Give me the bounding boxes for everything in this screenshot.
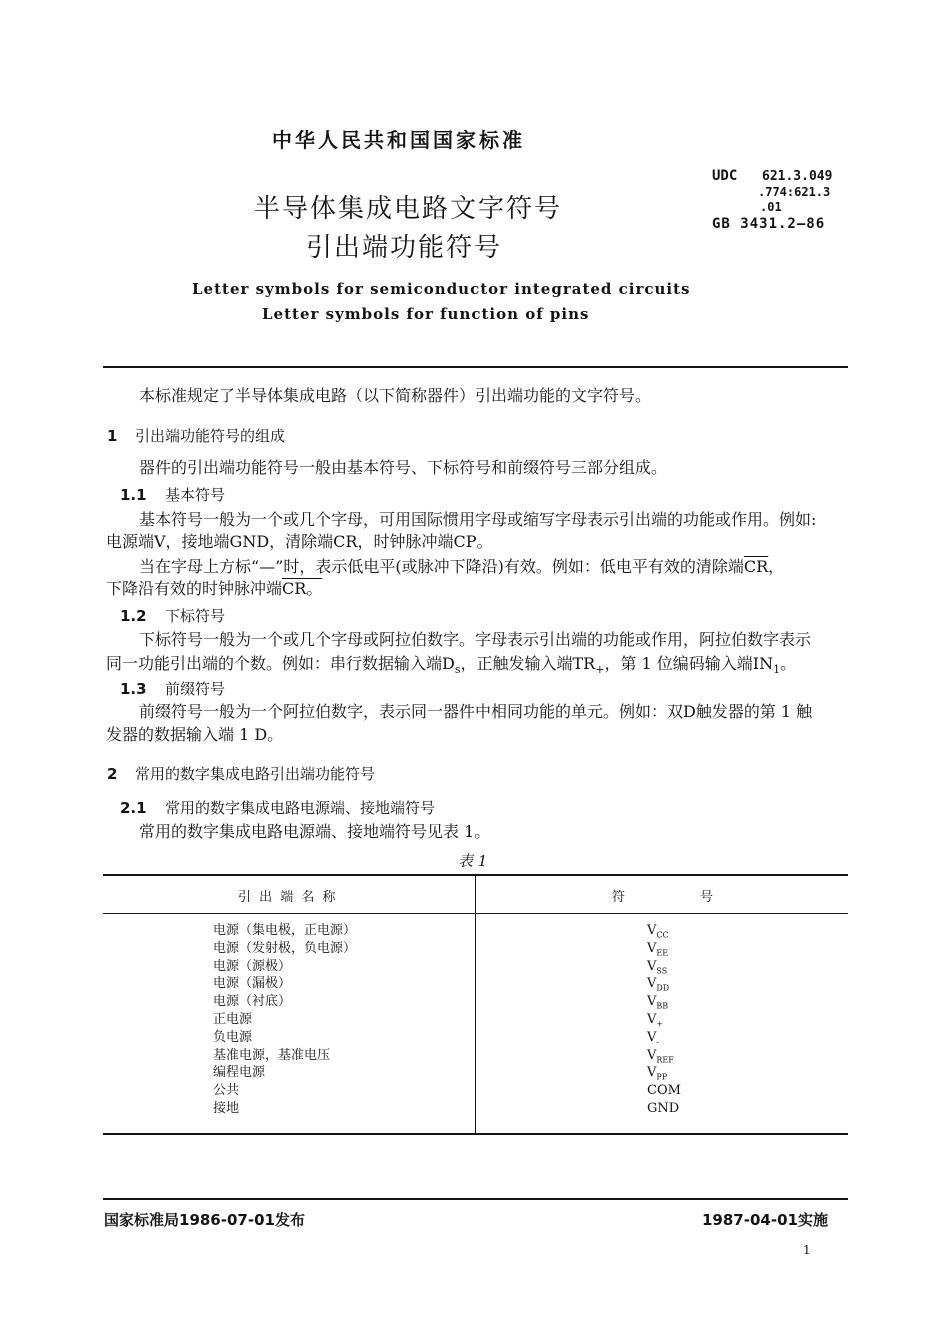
table-row-symbol [647, 941, 668, 958]
text-run: 。 [780, 654, 797, 673]
table-header-symbol-b: 号 [700, 890, 714, 905]
section-title: 常用的数字集成电路电源端、接地端符号 [165, 799, 436, 817]
gb-code: GB 3431.2—86 [712, 216, 826, 232]
issue-date: 国家标准局1986-07-01发布 [104, 1211, 305, 1229]
symbol-base: V [647, 923, 657, 938]
symbol-base: V [647, 1047, 657, 1063]
subscript: s [454, 663, 461, 677]
subscript: 1 [773, 663, 781, 677]
table-row-name: 基准电源，基准电压 [213, 1047, 331, 1063]
table-column-divider [475, 874, 476, 1134]
text-run: 下降沿有效的时钟脉冲端 [106, 579, 283, 598]
table-row-name: 负电源 [213, 1029, 253, 1045]
section-1-1-line3 [139, 556, 784, 578]
section-title: 常用的数字集成电路引出端功能符号 [135, 765, 376, 783]
section-title: 下标符号 [165, 607, 226, 625]
table-row-symbol [647, 994, 668, 1011]
section-title: 引出端功能符号的组成 [135, 427, 286, 445]
table-row-symbol [647, 1030, 659, 1047]
symbol-subscript: DD [656, 983, 670, 993]
section-2-1-heading [120, 797, 435, 818]
table-row-symbol [647, 976, 669, 993]
section-2-1-text: 常用的数字集成电路电源端、接地端符号见表 1。 [139, 822, 491, 841]
symbol-subscript: REF [656, 1055, 674, 1065]
section-1-text: 器件的引出端功能符号一般由基本符号、下标符号和前缀符号三部分组成。 [139, 458, 668, 477]
section-1-heading [107, 425, 285, 446]
symbol-subscript: PP [656, 1072, 668, 1082]
symbol-base: COM [647, 1083, 681, 1099]
table-row-symbol [647, 1101, 679, 1116]
symbol-subscript: EE [656, 948, 669, 958]
symbol-base: V [647, 940, 657, 956]
section-title: 基本符号 [165, 486, 226, 504]
table-row-name: 电源（漏极） [213, 976, 292, 992]
table-row-symbol [647, 959, 667, 976]
symbol-subscript: + [656, 1019, 664, 1029]
symbol-subscript: CC [656, 930, 669, 940]
symbol-base: V [647, 958, 657, 974]
table-caption: 表 1 [458, 852, 488, 870]
table-row-name: 正电源 [213, 1012, 253, 1027]
symbol-base: GND [647, 1101, 680, 1116]
title-english-line1: Letter symbols for semiconductor integrated circuits [192, 280, 691, 298]
section-1-3-line1: 前缀符号一般为一个阿拉伯数字，表示同一器件中相同功能的单元。例如：双D触发器的第 1 触 [139, 702, 813, 721]
intro-paragraph: 本标准规定了半导体集成电路（以下简称器件）引出端功能的文字符号。 [139, 386, 652, 405]
symbol-subscript: BB [656, 1001, 669, 1011]
section-number: 2.1 [120, 799, 147, 817]
symbol-base: V [647, 1065, 657, 1081]
section-1-2-line2 [106, 653, 796, 681]
section-1-3-heading [120, 678, 225, 699]
page-number: 1 [803, 1243, 811, 1257]
symbol-base: V [647, 1029, 657, 1045]
section-number: 1.3 [120, 680, 147, 698]
title-chinese-line2: 引出端功能符号 [306, 233, 503, 263]
symbol-letter: C [282, 579, 295, 598]
udc-code-line3: .01 [760, 200, 782, 214]
section-1-1-heading [120, 484, 225, 505]
udc-label: UDC [712, 168, 738, 184]
symbol-base: V [647, 976, 657, 992]
udc-code-line2: .774:621.3 [758, 185, 831, 199]
text-run: 同一功能引出端的个数。例如：串行数据输入端D [106, 654, 455, 673]
udc-code-line1: 621.3.049 [762, 169, 833, 184]
section-number: 1 [107, 427, 118, 445]
table-row-name: 接地 [213, 1101, 240, 1116]
section-1-1-line2: 电源端V，接地端GND，清除端CR，时钟脉冲端CP。 [106, 532, 493, 551]
subscript: + [595, 663, 605, 677]
table-row-name: 电源（源极） [213, 958, 292, 974]
text-run: 当在字母上方标“—”时，表示低电平(或脉冲下降沿)有效。例如：低电平有效的清除端 [139, 557, 744, 576]
table-row-symbol [647, 1083, 681, 1098]
table-row-symbol [647, 1048, 674, 1065]
title-english-line2: Letter symbols for function of pins [262, 305, 590, 323]
section-number: 1.2 [120, 607, 147, 625]
symbol-subscript: - [656, 1037, 660, 1047]
symbol-base: V [647, 1012, 657, 1027]
table-header-name: 引 出 端 名 称 [238, 890, 338, 905]
section-2-heading [107, 763, 375, 784]
table-row-name: 电源（发射极，负电源） [213, 940, 357, 956]
title-chinese-line1: 半导体集成电路文字符号 [254, 194, 563, 224]
table-row-name: 电源（衬底） [213, 994, 292, 1010]
section-title: 前缀符号 [165, 680, 226, 698]
table-row-symbol [647, 1012, 663, 1029]
text-run: ， [768, 557, 785, 576]
issuing-country-standard: 中华人民共和国国家标准 [272, 128, 525, 152]
table-row-name: 电源（集电极，正电源） [213, 923, 357, 938]
effective-date: 1987-04-01实施 [702, 1211, 828, 1229]
table-header-symbol-a: 符 [612, 890, 626, 905]
section-1-3-line2: 发器的数据输入端 1 D。 [106, 725, 284, 744]
table-row-name: 公共 [213, 1083, 240, 1099]
header-rule [103, 366, 848, 368]
section-1-1-line4 [106, 578, 322, 600]
section-number: 1.1 [120, 486, 147, 504]
section-number: 2 [107, 765, 118, 783]
section-1-2-line1: 下标符号一般为一个或几个字母或阿拉伯数字。字母表示引出端的功能或作用，阿拉伯数字表示 [139, 630, 812, 649]
text-run: ，第 1 位编码输入端IN [604, 654, 774, 673]
overlined-symbol [282, 579, 322, 598]
table-row-symbol [647, 1065, 667, 1082]
footer-rule [103, 1198, 848, 1200]
table-row-name: 编程电源 [213, 1065, 266, 1081]
symbol-base: V [647, 994, 657, 1010]
overlined-symbol: $\overline{CR}$ [743, 557, 769, 576]
section-1-2-heading [120, 605, 225, 626]
text-run: ，正触发输入端TR [460, 654, 596, 673]
table-row-symbol [647, 923, 669, 940]
symbol-subscript: SS [656, 966, 668, 976]
symbol-tail: R。 [294, 579, 323, 598]
section-1-1-line1: 基本符号一般为一个或几个字母，可用国际惯用字母或缩写字母表示引出端的功能或作用。例如: [139, 510, 817, 529]
